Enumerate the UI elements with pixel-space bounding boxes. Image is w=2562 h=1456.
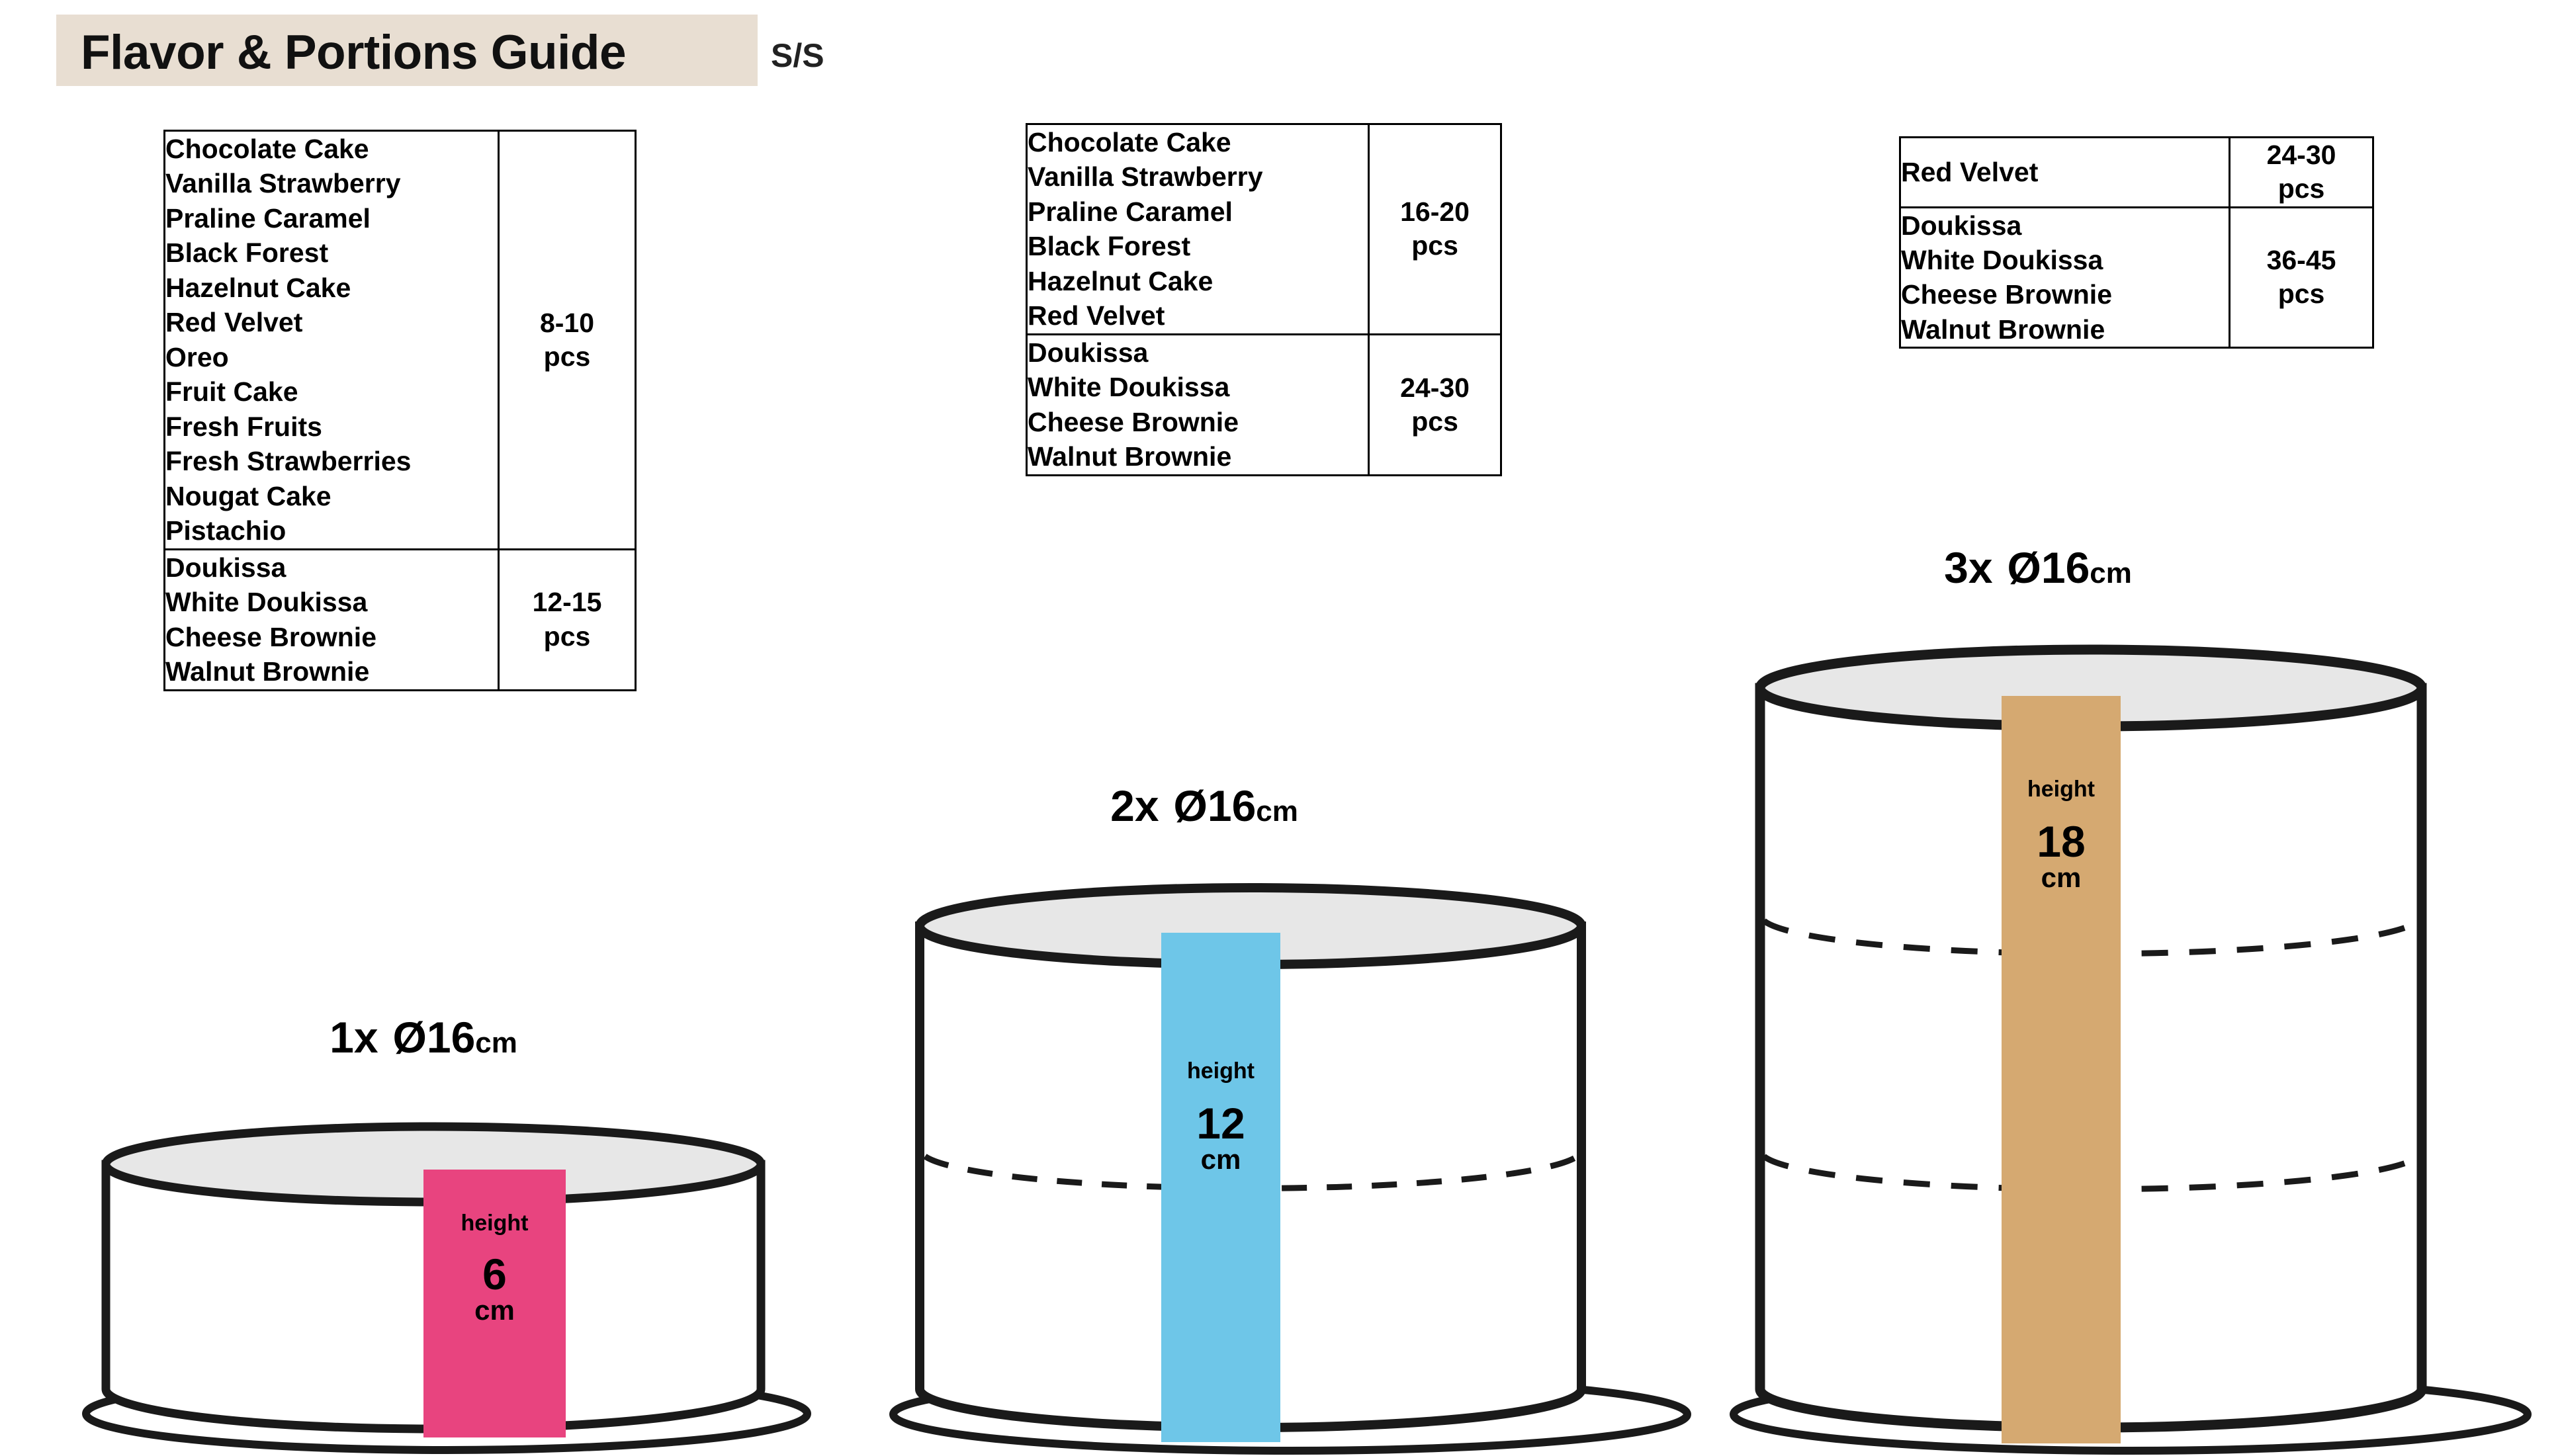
- cake-2x-height-label: height: [1187, 1058, 1255, 1084]
- flavor-item: Praline Caramel: [1028, 196, 1233, 227]
- flavor-list-cell: [165, 131, 499, 550]
- cake-1x-height-label: height: [461, 1211, 529, 1236]
- portion-count-value: 12-15: [532, 587, 602, 618]
- flavor-item: Walnut Brownie: [165, 656, 370, 687]
- cake-1x-diameter-unit: cm: [475, 1027, 517, 1059]
- flavor-item: Oreo: [165, 341, 229, 372]
- cake-3x-height-unit: cm: [2041, 862, 2082, 893]
- flavor-item: Pistachio: [165, 515, 287, 546]
- flavor-item: Fresh Fruits: [165, 411, 322, 442]
- portion-count-value: 36-45: [2266, 245, 2336, 276]
- portion-count-unit: pcs: [1411, 406, 1458, 437]
- portion-count-value: 24-30: [1400, 372, 1470, 403]
- flavor-item: Fruit Cake: [165, 376, 298, 407]
- cake-2x-caption: [973, 781, 1436, 831]
- flavor-item: Walnut Brownie: [1028, 441, 1232, 472]
- flavor-item: Vanilla Strawberry: [1028, 161, 1263, 193]
- cake-3x-diameter: Ø16: [2007, 543, 2090, 592]
- table-row: [1900, 207, 2373, 348]
- cake-2x-height-value: 12: [1196, 1099, 1245, 1148]
- table-row: [1900, 138, 2373, 208]
- table-row: [1027, 334, 1501, 475]
- flavor-item: Doukissa: [1028, 337, 1149, 368]
- size-badge: S/S: [771, 37, 824, 74]
- table-row: [1027, 124, 1501, 335]
- portion-count-cell: [1369, 334, 1501, 475]
- cake-diagram-2x: [880, 860, 1707, 1455]
- cake-3x-height-band: [2002, 696, 2121, 1443]
- flavor-item: Hazelnut Cake: [1028, 265, 1214, 296]
- flavor-list-cell: [165, 549, 499, 690]
- flavor-item: Red Velvet: [1901, 157, 2039, 188]
- cake-1x-height-band: [423, 1170, 566, 1437]
- flavor-item: White Doukissa: [1028, 372, 1230, 403]
- portion-table-3x: [1899, 136, 2374, 349]
- flavor-list-cell: [1027, 124, 1369, 335]
- flavor-list-cell: [1027, 334, 1369, 475]
- flavor-item: Cheese Brownie: [1901, 279, 2112, 310]
- flavor-item: Doukissa: [165, 552, 287, 583]
- cake-3x-height-label: height: [2027, 777, 2095, 802]
- table-row: [165, 549, 636, 690]
- portion-count-unit: pcs: [1411, 230, 1458, 261]
- cake-2x-illustration: [880, 860, 1707, 1455]
- flavor-item: Chocolate Cake: [1028, 127, 1231, 157]
- flavor-list-cell: [1900, 207, 2230, 348]
- cake-3x-diameter-unit: cm: [2090, 557, 2132, 589]
- table-row: [165, 131, 636, 550]
- portion-count-unit: pcs: [543, 621, 591, 652]
- cake-3x-caption: [1806, 542, 2270, 593]
- cake-1x-caption: [251, 1012, 596, 1062]
- flavor-item: Vanilla Strawberry: [165, 168, 401, 199]
- flavor-item: Walnut Brownie: [1901, 314, 2105, 345]
- portion-count-value: 24-30: [2266, 140, 2336, 170]
- flavor-item: White Doukissa: [1901, 244, 2103, 275]
- cake-diagram-3x: [1720, 622, 2547, 1455]
- flavor-item: Black Forest: [1028, 231, 1191, 262]
- flavor-item: White Doukissa: [165, 587, 368, 618]
- flavor-item: Praline Caramel: [165, 202, 371, 234]
- cake-2x-multiplier: 2x: [1110, 781, 1159, 830]
- portion-count-cell: [2230, 207, 2373, 348]
- cake-1x-height-value: 6: [482, 1250, 507, 1299]
- portion-count-value: 16-20: [1400, 196, 1470, 228]
- flavor-item: Cheese Brownie: [1028, 406, 1239, 437]
- cake-1x-diameter: Ø16: [392, 1013, 476, 1062]
- flavor-item: Cheese Brownie: [165, 621, 376, 652]
- flavor-item: Fresh Strawberries: [165, 446, 412, 477]
- cake-3x-height-value: 18: [2037, 817, 2086, 866]
- cake-1x-multiplier: 1x: [330, 1013, 378, 1062]
- flavor-item: Black Forest: [165, 237, 329, 269]
- flavor-list-cell: [1900, 138, 2230, 208]
- flavor-item: Red Velvet: [165, 307, 303, 338]
- portion-count-cell: [2230, 138, 2373, 208]
- cake-diagram-1x: [73, 1098, 867, 1455]
- flavor-item: Chocolate Cake: [165, 134, 369, 164]
- cake-2x-height-band: [1161, 933, 1280, 1442]
- portion-count-unit: pcs: [543, 341, 591, 372]
- flavor-item: Hazelnut Cake: [165, 272, 351, 303]
- cake-2x-diameter-unit: cm: [1256, 795, 1298, 828]
- portion-table-2x: [1026, 123, 1502, 476]
- cake-3x-multiplier: 3x: [1944, 543, 1993, 592]
- flavor-item: Red Velvet: [1028, 300, 1165, 331]
- portion-count-cell: [499, 131, 636, 550]
- portion-count-value: 8-10: [539, 307, 595, 338]
- flavor-item: Doukissa: [1901, 210, 2022, 241]
- cake-3x-illustration: [1720, 622, 2547, 1455]
- portion-table-1x: [163, 130, 637, 691]
- portion-count-cell: [1369, 124, 1501, 335]
- portion-count-unit: pcs: [2277, 278, 2325, 310]
- cake-2x-diameter: Ø16: [1173, 781, 1257, 830]
- portion-count-unit: pcs: [2277, 173, 2325, 204]
- cake-2x-height-unit: cm: [1200, 1144, 1241, 1175]
- page-title: Flavor & Portions Guide: [81, 26, 627, 79]
- portion-count-cell: [499, 549, 636, 690]
- flavor-item: Nougat Cake: [165, 480, 331, 511]
- cake-1x-height-unit: cm: [474, 1295, 515, 1326]
